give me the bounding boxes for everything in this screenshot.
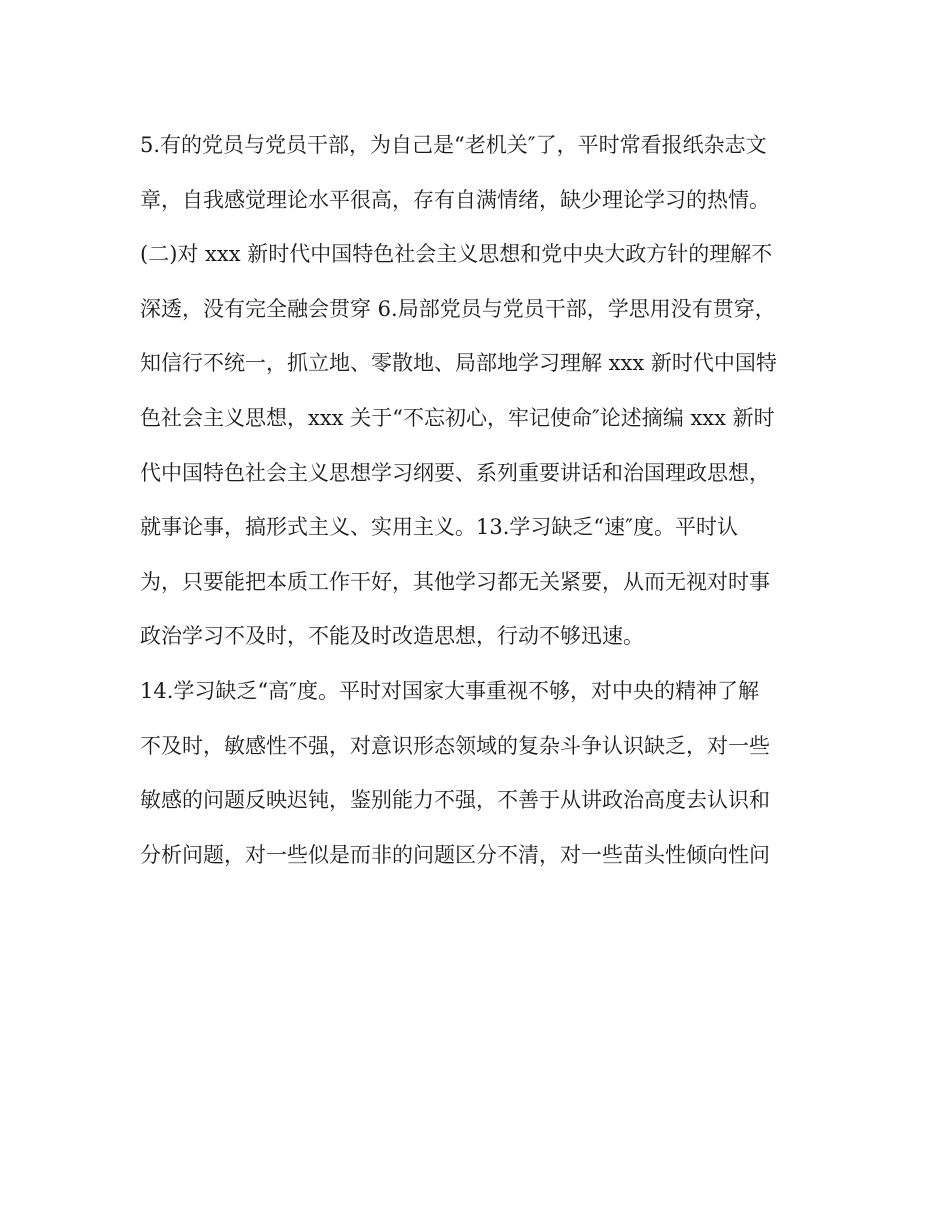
text-line: 知信行不统一，抓立地、零散地、局部地学习理解 xxx 新时代中国特 — [140, 351, 777, 376]
text-line: 政治学习不及时，不能及时改造思想，行动不够迅速。 — [140, 624, 644, 649]
body-text — [140, 118, 810, 882]
text-line: 14.学习缺乏“高″度。平时对国家大事重视不够，对中央的精神了解 — [140, 678, 759, 703]
text-line: 为，只要能把本质工作干好，其他学习都无关紧要，从而无视对时事 — [140, 569, 770, 594]
text-line: 章，自我感觉理论水平很高，存有自满情绪，缺少理论学习的热情。 — [140, 187, 770, 212]
text-line: 敏感的问题反映迟钝，鉴别能力不强，不善于从讲政治高度去认识和 — [140, 788, 770, 813]
text-line: 分析问题，对一些似是而非的问题区分不清，对一些苗头性倾向性问 — [140, 842, 770, 867]
text-line: 色社会主义思想，xxx 关于“不忘初心，牢记使命″论述摘编 xxx 新时 — [140, 405, 775, 430]
text-line: 深透，没有完全融会贯穿 6.局部党员与党员干部，学思用没有贯穿， — [140, 296, 776, 321]
text-line: 就事论事，搞形式主义、实用主义。13.学习缺乏“速″度。平时认 — [140, 515, 738, 540]
text-line: 代中国特色社会主义思想学习纲要、系列重要讲话和治国理政思想， — [140, 460, 770, 485]
text-line: (二)对 xxx 新时代中国特色社会主义思想和党中央大政方针的理解不 — [140, 242, 773, 267]
text-line: 不及时，敏感性不强，对意识形态领域的复杂斗争认识缺乏，对一些 — [140, 733, 770, 758]
text-line: 5.有的党员与党员干部，为自己是“老机关″了，平时常看报纸杂志文 — [140, 133, 767, 157]
